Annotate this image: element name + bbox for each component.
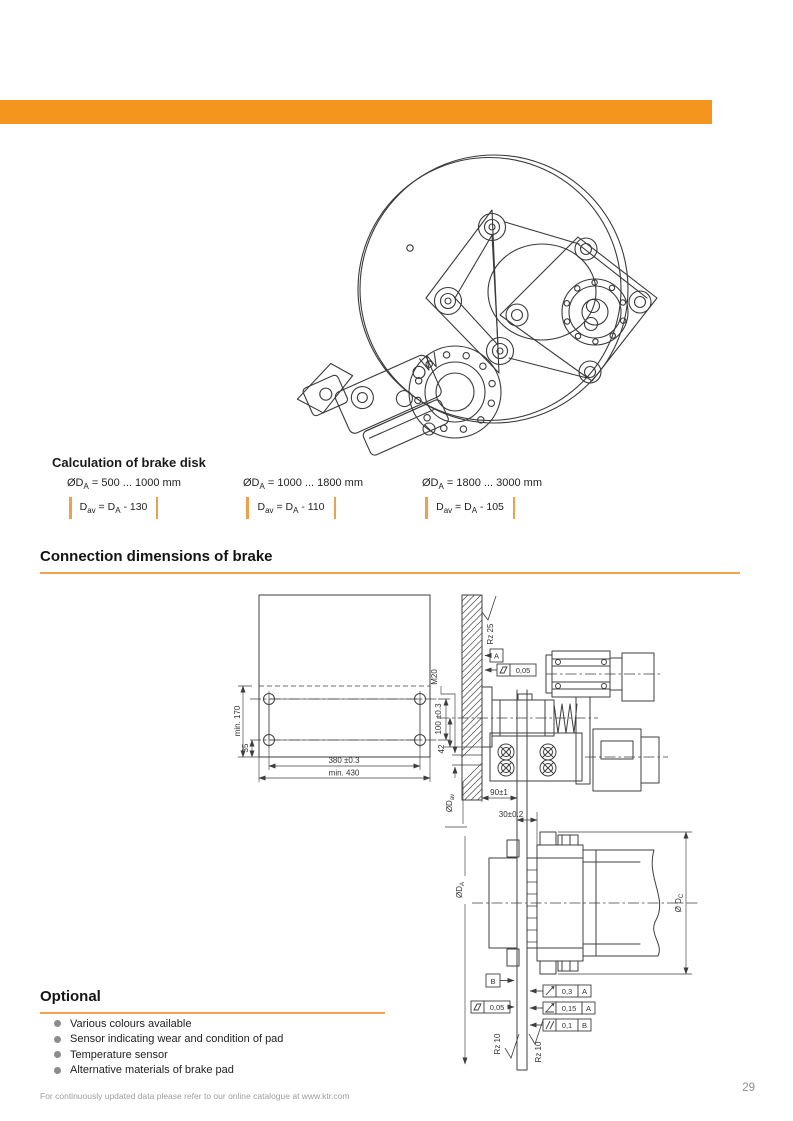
flatness-disk-value: 0,05 (489, 1003, 505, 1012)
total-runout-datum: A (585, 1004, 592, 1013)
hub-flange (562, 279, 628, 345)
dim-thread: M20 (430, 669, 439, 685)
m20-hole (462, 755, 482, 765)
list-item-label: Temperature sensor (70, 1048, 168, 1061)
header-accent-bar (0, 100, 712, 124)
parallelism-value: 0,1 (561, 1021, 573, 1030)
optional-list (54, 1016, 283, 1078)
connection-dimensions-title: Connection dimensions of brake (40, 548, 740, 574)
dim-hole-spacing-v: 100 ±0.3 (434, 703, 443, 735)
formula-bar (425, 497, 428, 519)
disk-range-2: $ØD_A = 1000$ ... 1800 mm (243, 477, 363, 492)
hub-plate (500, 237, 657, 383)
total-runout-value: 0,15 (561, 1004, 577, 1013)
parallelism-datum: B (581, 1021, 588, 1030)
disk-formula-2: $D_{av} = D_A - 110$ (246, 496, 336, 520)
bullet-icon (54, 1051, 61, 1058)
mounting-plate-front-view (259, 595, 430, 757)
dim-edge-offset: 35 (241, 743, 250, 753)
runout-value: 0,3 (561, 987, 573, 996)
dim-d-c: Ø $D_C$ (674, 893, 685, 913)
wall-hatching (462, 595, 482, 800)
bullet-icon (54, 1067, 61, 1074)
caliper (295, 323, 463, 456)
optional-title: Optional (40, 988, 385, 1014)
dim-offset-42: 42 (437, 744, 446, 754)
disk-formula-3: $D_{av} = D_A - 105$ (425, 496, 515, 520)
dim-mount-depth: 90±1 (490, 788, 508, 797)
bullet-icon (54, 1020, 61, 1027)
list-item (54, 1063, 283, 1079)
list-item-label: Various colours available (70, 1017, 192, 1030)
list-item-label: Sensor indicating wear and condition of pad (70, 1033, 284, 1046)
bolt-pattern (269, 699, 420, 740)
formula-bar (156, 497, 159, 519)
dim-plate-height: min. 170 (233, 705, 242, 737)
mount-flange (409, 346, 501, 438)
runout-datum: A (581, 987, 588, 996)
formula-bar (69, 497, 72, 519)
formula-bar (246, 497, 249, 519)
surface-finish-disk-label-1: Rz 10 (493, 1033, 502, 1055)
formula-bar (334, 497, 337, 519)
list-item (54, 1032, 283, 1048)
spline-ticks (527, 870, 537, 942)
dim-disk-offset: 30±0.2 (498, 810, 524, 819)
list-item-label: Alternative materials of brake pad (70, 1064, 234, 1077)
disk-range-3: $ØD_A = 1800$ ... 3000 mm (422, 477, 542, 492)
footer-note: For continuously updated data please refer to our online catalogue at www.ktr.com (40, 1091, 350, 1101)
surface-finish-wall-label: Rz 25 (486, 623, 495, 645)
bullet-icon (54, 1036, 61, 1043)
disk-formula-1: $D_{av} = D_A - 130$ (69, 496, 158, 520)
list-item (54, 1047, 283, 1063)
datum-a-label: A (493, 651, 500, 661)
brake-assembly-illustration (295, 138, 707, 456)
datum-b-label: B (490, 977, 496, 986)
formula-bar (513, 497, 516, 519)
roughness-symbol-wall (482, 596, 496, 620)
brake-disk-edge (517, 690, 527, 1070)
dim-plate-width: min. 430 (328, 768, 360, 778)
flatness-wall-value: 0,05 (515, 666, 531, 675)
surface-finish-disk-label-2: Rz 10 (534, 1041, 543, 1063)
disk-range-1: $ØD_A = 500$ ... 1000 mm (67, 477, 181, 492)
dim-hole-spacing-h: 380 ±0.3 (328, 756, 360, 765)
dim-d-a: $ØD_A$ (455, 881, 466, 899)
bolt-pattern-axes (269, 691, 420, 748)
page-number: 29 (742, 1082, 755, 1094)
dim-d-av: $ØD_{av}$ (445, 793, 456, 813)
calculation-title: Calculation of brake disk (52, 455, 206, 470)
roughness-symbol-disk-right (529, 1020, 543, 1044)
list-item (54, 1016, 283, 1032)
